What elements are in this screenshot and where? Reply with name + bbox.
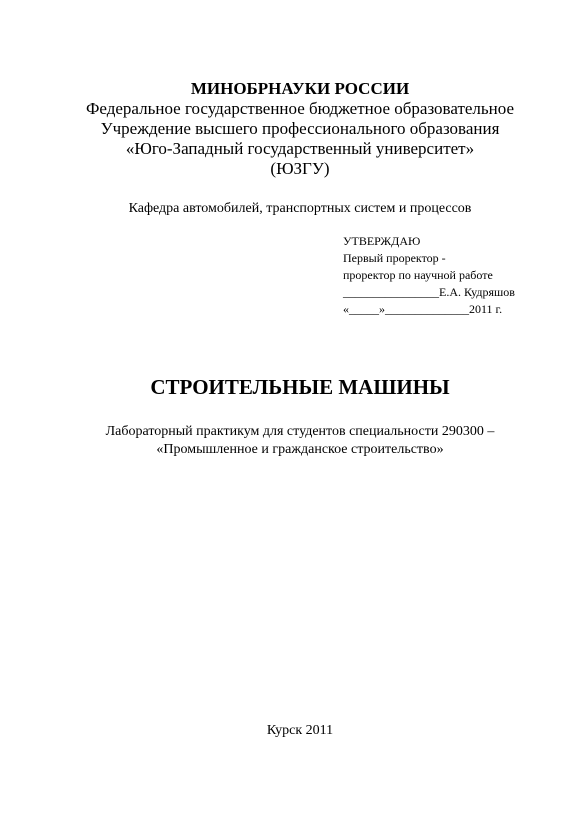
org-line-2: Учреждение высшего профессионального образования <box>100 119 500 138</box>
document-title: СТРОИТЕЛЬНЫЕ МАШИНЫ <box>150 375 450 399</box>
approval-position-line-2: проректор по научной работе <box>343 268 493 282</box>
org-line-3: «Юго-Западный государственный университет» <box>125 139 475 158</box>
approval-heading: УТВЕРЖДАЮ <box>343 234 421 248</box>
header-block <box>0 79 579 179</box>
department-name: Кафедра автомобилей, транспортных систем и процессов <box>128 201 472 216</box>
org-line-4: (ЮЗГУ) <box>270 159 330 178</box>
approval-date-line: «_____»______________2011 г. <box>343 302 503 316</box>
approval-position-line-1: Первый проректор - <box>343 251 446 265</box>
subtitle-line-2: «Промышленное и гражданское строительство» <box>156 442 444 457</box>
document-subtitle <box>0 423 579 459</box>
org-line-1: Федеральное государственное бюджетное образовательное <box>85 99 515 118</box>
approval-signature-line: ________________Е.А. Кудряшов <box>343 285 515 299</box>
footer-city-year: Курск 2011 <box>266 723 334 738</box>
approval-block <box>343 233 573 318</box>
ministry-name: МИНОБРНАУКИ РОССИИ <box>190 79 410 98</box>
subtitle-line-1: Лабораторный практикум для студентов специальности 290300 – <box>105 424 495 439</box>
